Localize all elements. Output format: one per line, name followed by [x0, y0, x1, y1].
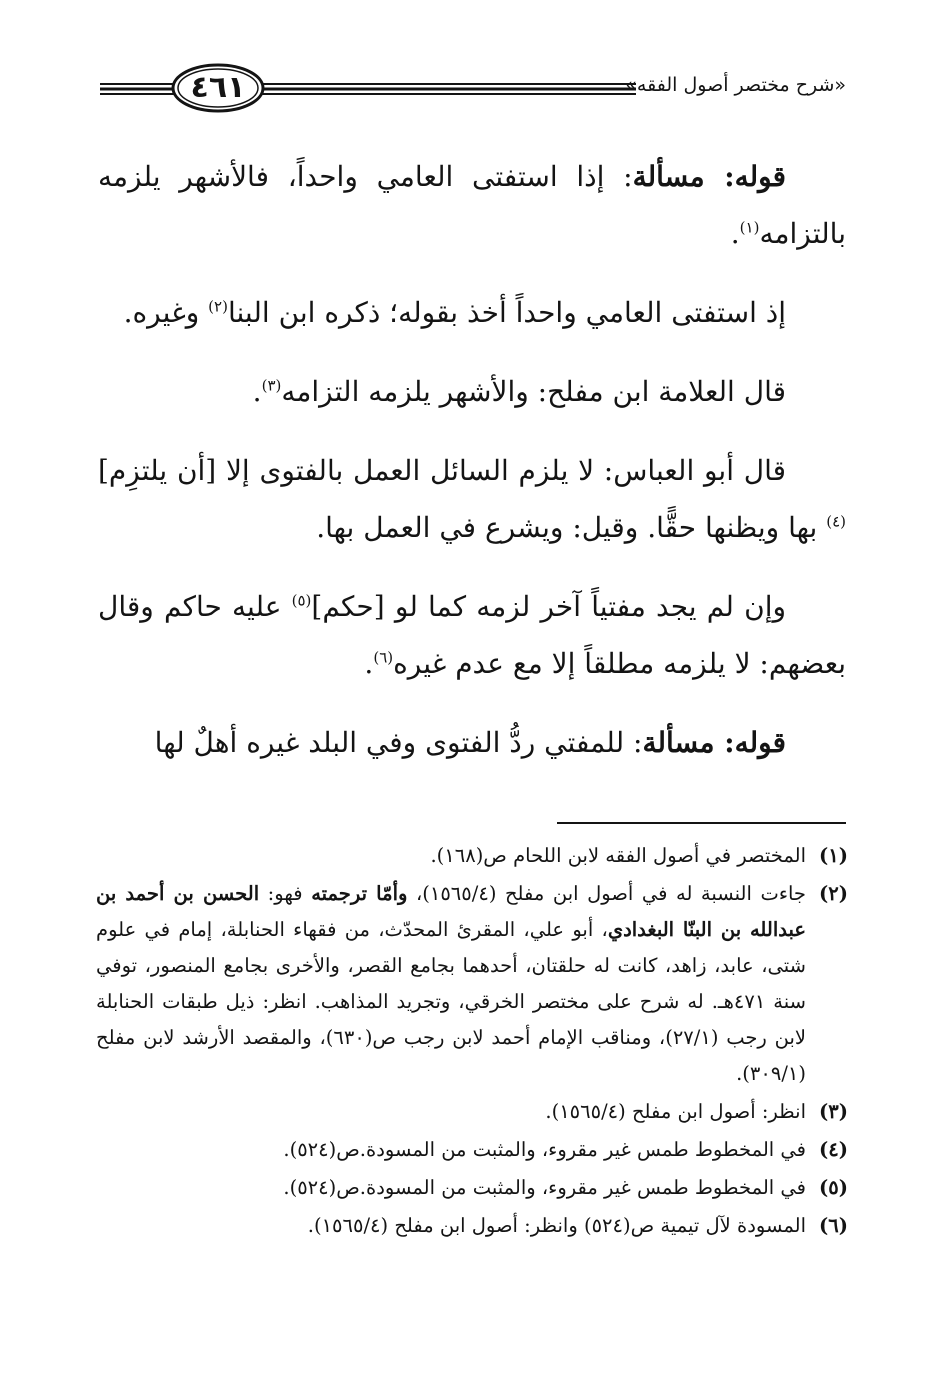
- footnote-6: [96, 1208, 848, 1244]
- paragraph-text: وإن لم يجد مفتياً آخر لزمه كما لو [حكم]: [311, 590, 786, 623]
- footnote-number: (١): [819, 844, 848, 867]
- person-name: الحسن بن أحمد بن عبدالله بن البنّا البغدادي: [96, 882, 806, 941]
- footnote-ref: (٥): [291, 591, 312, 610]
- footnote-text: في المخطوط طمس غير مقروء، والمثبت من المسودة.ص(٥٢٤).: [283, 1138, 806, 1161]
- footnote-text-part: ، أبو علي، المقرئ المحدّث، من فقهاء الحنابلة، إمام في علوم شتى، عابد، زاهد، كانت له حلقتان، أحدهما بجامع القصر، والأخرى بجامع المنصور، توفي سنة ٤٧١هـ. له شرح على مختصر الخرقي، وتجريد المذاهب. انظر: ذيل طبقات الحنابلة لابن رجب (٢٧/١)، ومناقب الإمام أحمد لابن رجب ص(٦٣٠)، والمقصد الأرشد لابن مفلح (٣٠٩/١).: [96, 918, 807, 1085]
- quote-lead: قوله:: [704, 160, 786, 193]
- footnote-ref: (٢): [208, 297, 228, 316]
- page-number: ٤٦١: [190, 70, 246, 105]
- paragraph-tail: .: [364, 647, 374, 680]
- paragraph-tail: بها ويظنها حقًّا. وقيل: ويشرع في العمل بها.: [316, 511, 827, 544]
- footnote-text-part: جاءت النسبة له في أصول ابن مفلح (١٥٦٥/٤)،: [407, 882, 806, 905]
- paragraph-tail: .: [252, 375, 262, 408]
- quote-lead: قوله:: [714, 726, 786, 759]
- paragraph-5: [98, 578, 846, 692]
- paragraph-1: [98, 148, 846, 262]
- footnote-text: المختصر في أصول الفقه لابن اللحام ص(١٦٨).: [430, 844, 806, 867]
- paragraph-4: [98, 442, 846, 556]
- paragraph-tail: وغيره.: [123, 296, 209, 329]
- biography-lead: وأمّا ترجمته: [311, 882, 408, 905]
- footnote-number: (٢): [819, 882, 848, 905]
- footnote-ref: (٤): [826, 512, 846, 531]
- footnote-separator: [557, 822, 846, 824]
- footnote-4: [96, 1132, 848, 1168]
- footnotes: [96, 838, 848, 1246]
- paragraph-text: قال أبو العباس: لا يلزم السائل العمل بالفتوى إلا [أن يلتزِم]: [98, 454, 786, 487]
- footnote-number: (٤): [819, 1138, 848, 1161]
- footnote-2: [96, 876, 848, 1092]
- paragraph-3: [98, 363, 846, 420]
- footnote-ref: (١): [739, 218, 760, 237]
- footnote-text: في المخطوط طمس غير مقروء، والمثبت من المسودة.ص(٥٢٤).: [283, 1176, 806, 1199]
- footnote-text: [96, 876, 806, 1092]
- footnote-3: [96, 1094, 848, 1130]
- footnote-number: (٣): [819, 1100, 848, 1123]
- header-ornament: [0, 0, 947, 130]
- paragraph-text: إذ استفتى العامي واحداً أخذ بقوله؛ ذكره ابن البنا: [227, 296, 786, 329]
- footnote-text-part: فهو:: [259, 882, 312, 905]
- paragraph-tail: .: [730, 217, 740, 250]
- paragraph-text: : إذا استفتى العامي واحداً، فالأشهر يلزمه بالتزامه: [98, 160, 846, 250]
- running-title: «شرح مختصر أصول الفقه»: [625, 74, 846, 96]
- footnote-text: المسودة لآل تيمية ص(٥٢٤) وانظر: أصول ابن مفلح (١٥٦٥/٤).: [307, 1214, 806, 1237]
- footnote-text: انظر: أصول ابن مفلح (١٥٦٥/٤).: [545, 1100, 806, 1123]
- paragraph-text: قال العلامة ابن مفلح: والأشهر يلزمه التزامه: [281, 375, 786, 408]
- footnote-ref: (٣): [261, 376, 282, 395]
- footnote-number: (٦): [819, 1214, 848, 1237]
- footnote-ref: (٦): [373, 648, 394, 667]
- footnote-number: (٥): [819, 1176, 848, 1199]
- page-header: [0, 0, 947, 130]
- footnote-5: [96, 1170, 848, 1206]
- paragraph-text: : للمفتي ردُّ الفتوى وفي البلد غيره أهلٌ لها: [154, 726, 643, 759]
- footnote-1: [96, 838, 848, 874]
- main-text: [98, 148, 846, 793]
- issue-term: مسألة: [632, 160, 705, 193]
- paragraph-6: [98, 714, 846, 771]
- issue-term: مسألة: [642, 726, 715, 759]
- paragraph-2: [98, 284, 846, 341]
- paragraph-text-2: عليه حاكم وقال بعضهم: لا يلزمه مطلقاً إلا مع عدم غيره: [98, 590, 846, 680]
